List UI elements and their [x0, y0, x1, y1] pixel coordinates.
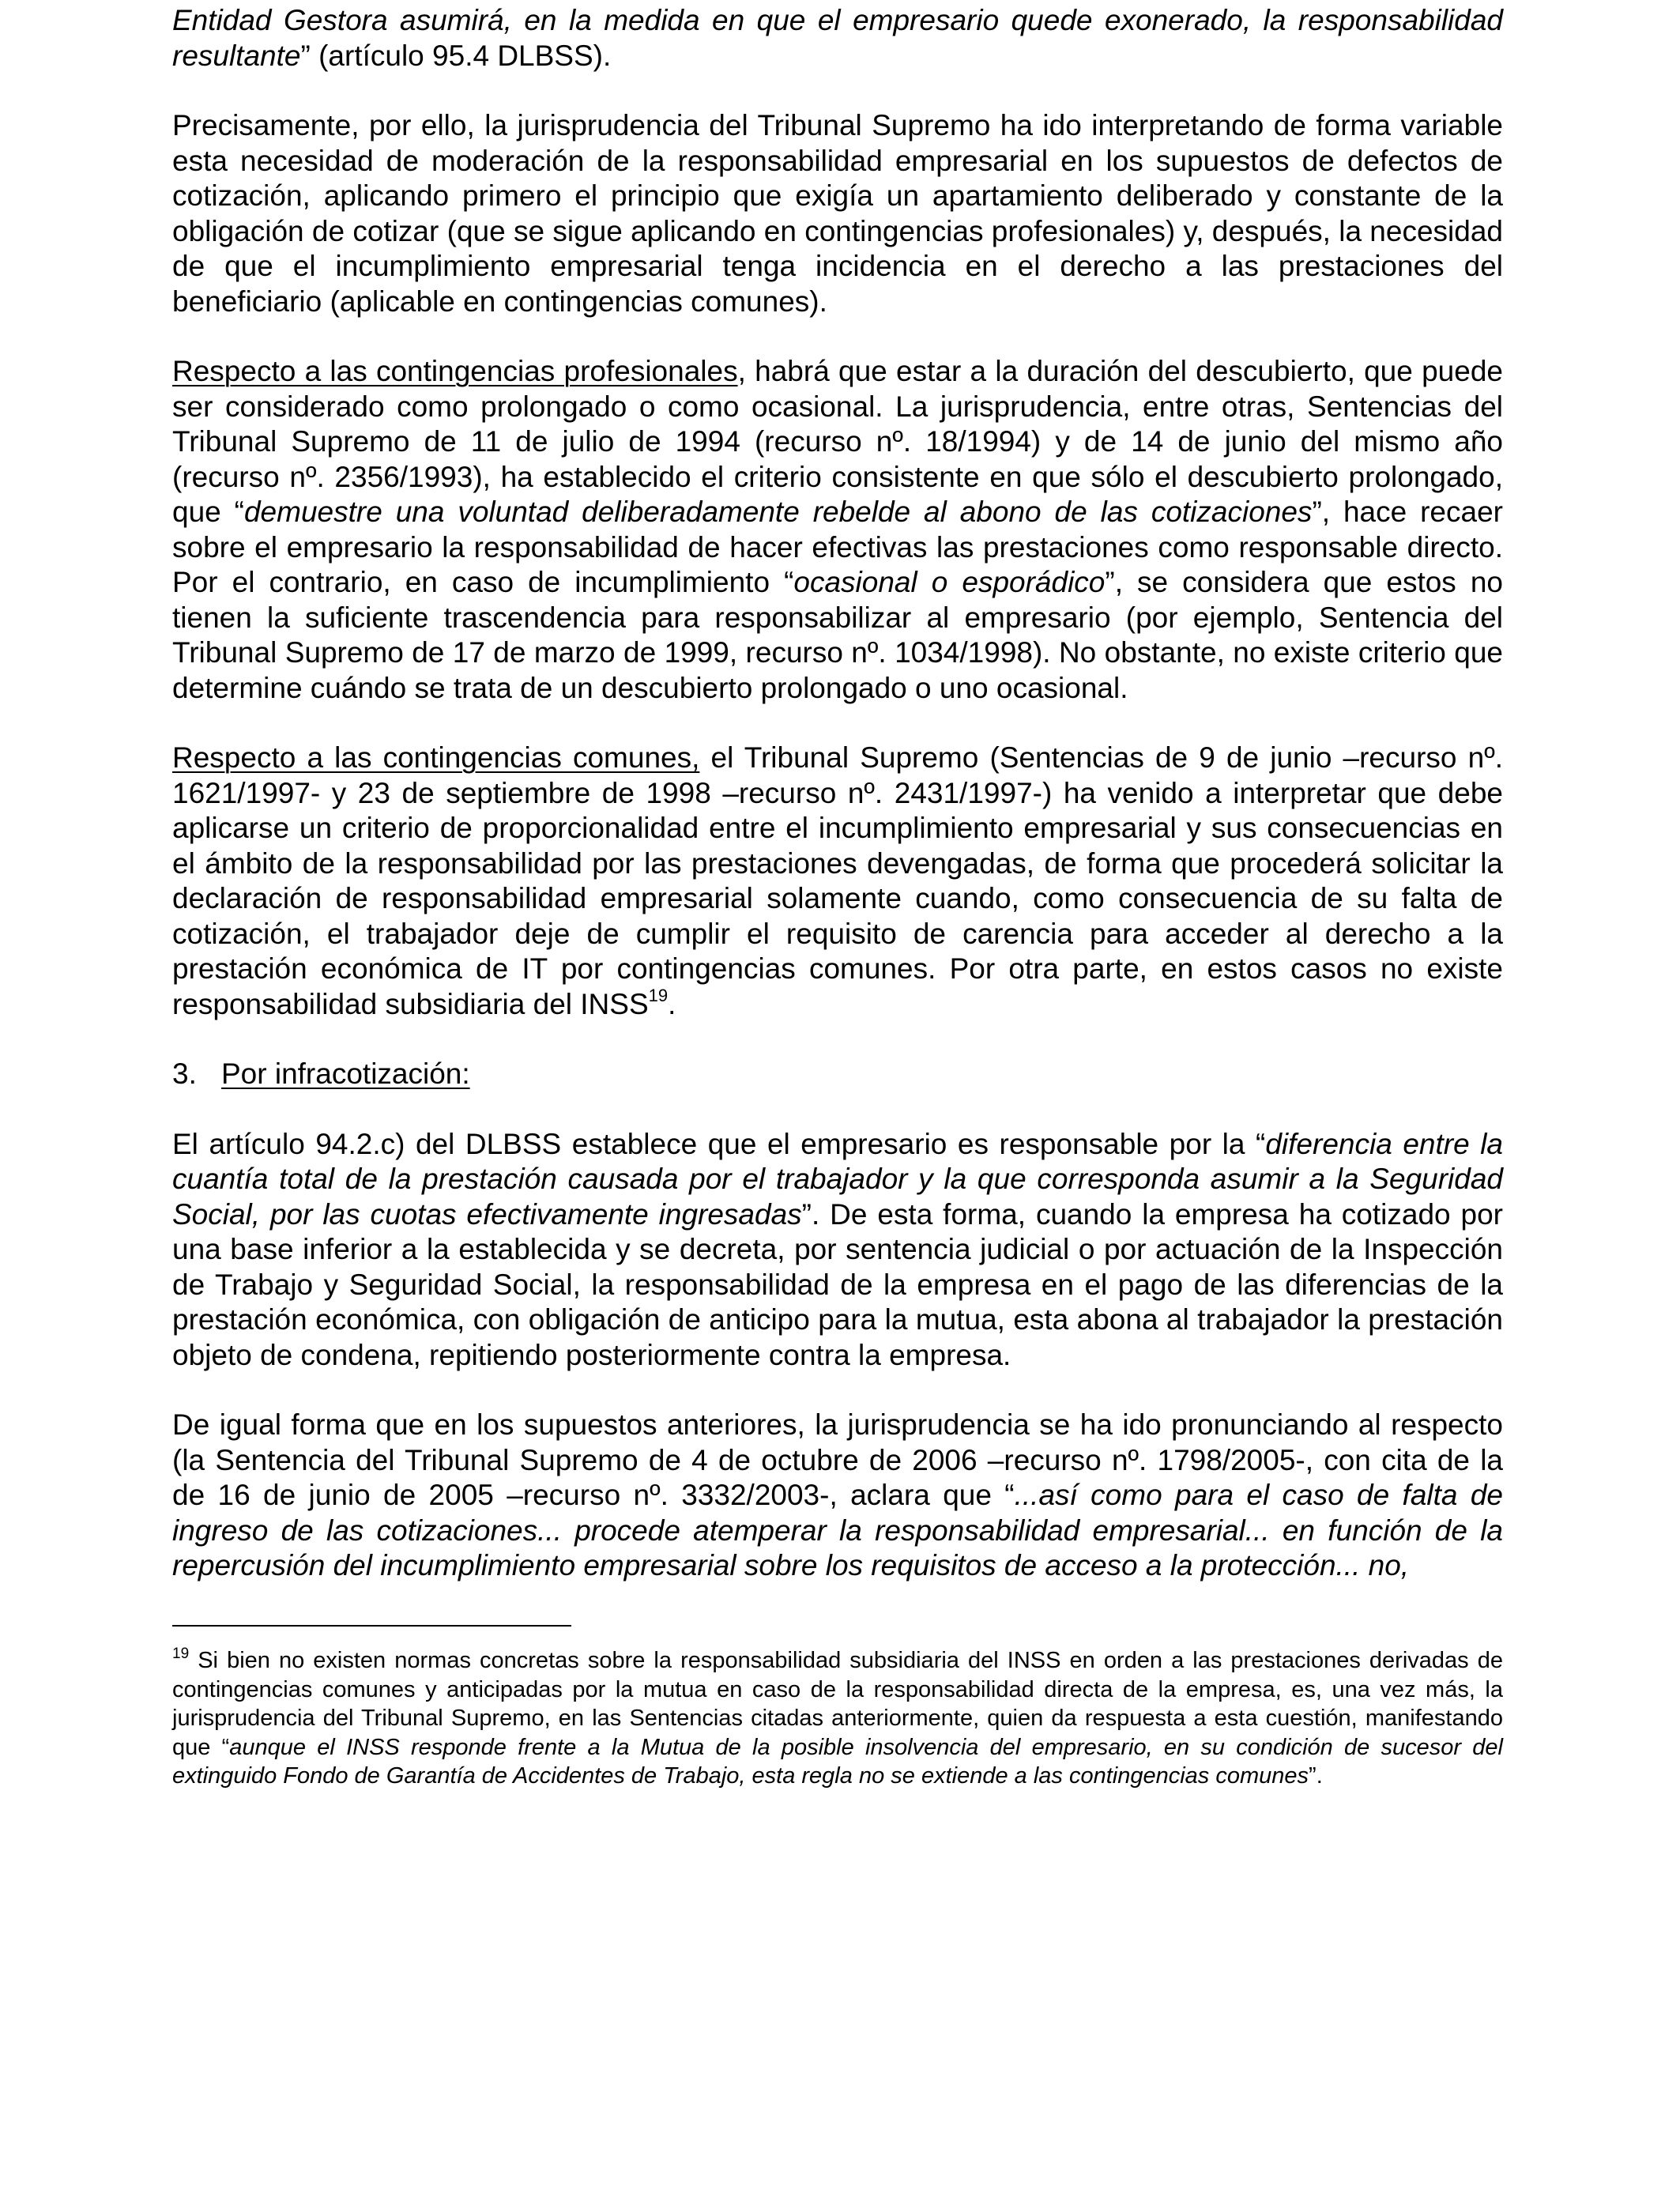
paragraph-1-italic: Entidad Gestora asumirá, en la medida en que el empresario quede exonerado, la responsabilidad resultante [172, 4, 1503, 72]
body-text [172, 3, 1503, 1584]
paragraph-3-quote-b: ocasional o esporádico [793, 566, 1106, 598]
paragraph-6 [172, 1408, 1503, 1584]
paragraph-4 [172, 741, 1503, 1022]
footnote-19 [172, 1646, 1503, 1791]
paragraph-1-rest: ” (artículo 95.4 DLBSS). [300, 39, 612, 72]
paragraph-4-underlined: Respecto a las contingencias comunes, [172, 741, 700, 774]
paragraph-2: Precisamente, por ello, la jurisprudencia del Tribunal Supremo ha ido interpretando de forma variable esta necesidad de moderación de la responsabilidad empresarial en los supuestos de defectos de cotización, aplicando primero el principio que exigía un apartamiento deliberado y constante de la obligación de cotizar (que se sigue aplicando en contingencias profesionales) y, después, la necesidad de que el incumplimiento empresarial tenga incidencia en el derecho a las prestaciones del beneficiario (aplicable en contingencias comunes). [172, 109, 1503, 318]
paragraph-1 [172, 3, 1503, 74]
footnote-text: Si bien no existen normas concretas sobre la responsabilidad subsidiaria del INSS en orden a las prestaciones derivadas de contingencias comunes y anticipadas por la mutua en caso de la responsabilidad directa de la empresa, es, una vez más, la jurisprudencia del Tribunal Supremo, en las Sentencias citadas anteriormente, quien da respuesta a esta cuestión, manifestando que “ [172, 1648, 1503, 1760]
paragraph-3-quote-a: demuestre una voluntad deliberadamente rebelde al abono de las cotizaciones [243, 496, 1313, 528]
footnote-quote: aunque el INSS responde frente a la Mutua de la posible insolvencia del empresario, en su condición de sucesor del extinguido Fondo de Garantía de Accidentes de Trabajo, esta regla no se extiende a las contingencias comunes [172, 1734, 1503, 1789]
paragraph-3-text-b: ”, hace recaer sobre el empresario la responsabilidad de hacer efectivas las prestaciones como responsable directo. Por el contrario, en caso de incumplimiento “ [172, 496, 1503, 598]
paragraph-3 [172, 354, 1503, 706]
section-heading [172, 1057, 1503, 1092]
paragraph-3-underlined: Respecto a las contingencias profesionales [172, 355, 738, 387]
paragraph-5 [172, 1127, 1503, 1374]
paragraph-3-text-c: ”, se considera que estos no tienen la suficiente trascendencia para responsabilizar al empresario (por ejemplo, Sentencia del Tribunal Supremo de 17 de marzo de 1999, recurso nº. 1034/1998). No obstante, no existe criterio que determine cuándo se trata de un descubierto prolongado o uno ocasional. [172, 566, 1503, 704]
footnote-number: 19 [172, 1646, 190, 1663]
paragraph-5-text-a: El artículo 94.2.c) del DLBSS establece que el empresario es responsable por la “ [172, 1127, 1266, 1160]
paragraph-3-text-a: , habrá que estar a la duración del descubierto, que puede ser considerado como prolongado o como ocasional. La jurisprudencia, entre otras, Sentencias del Tribunal Supremo de 11 de julio de 1994 (recurso nº. 18/1994) y de 14 de junio del mismo año (recurso nº. 2356/1993), ha establecido el criterio consistente en que sólo el descubierto prolongado, que “ [172, 355, 1503, 528]
paragraph-5-text-b: ”. De esta forma, cuando la empresa ha cotizado por una base inferior a la establecida y se decreta, por sentencia judicial o por actuación de la Inspección de Trabajo y Seguridad Social, la responsabilidad de la empresa en el pago de las diferencias de la prestación económica, con obligación de anticipo para la mutua, esta abona al trabajador la prestación objeto de condena, repitiendo posteriormente contra la empresa. [172, 1197, 1503, 1371]
paragraph-6-quote: ...así como para el caso de falta de ingreso de las cotizaciones... procede atemperar la responsabilidad empresarial... en función de la repercusión del incumplimiento empresarial sobre los requisitos de acceso a la protección... no, [172, 1479, 1504, 1581]
footnote-separator [172, 1625, 571, 1627]
paragraph-4-text: el Tribunal Supremo (Sentencias de 9 de junio –recurso nº. 1621/1997- y 23 de septiembre de 1998 –recurso nº. 2431/1997-) ha venido a interpretar que debe aplicarse un criterio de proporcionalidad entre el incumplimiento empresarial y sus consecuencias en el ámbito de la responsabilidad por las prestaciones devengadas, de forma que procederá solicitar la declaración de responsabilidad empresarial solamente cuando, como consecuencia de su falta de cotización, el trabajador deje de cumplir el requisito de carencia para acceder al derecho a la prestación económica de IT por contingencias comunes. Por otra parte, en estos casos no existe responsabilidad subsidiaria del INSS [172, 741, 1503, 1020]
paragraph-5-quote: diferencia entre la cuantía total de la prestación causada por el trabajador y la que corresponda asumir a la Seguridad Social, por las cuotas efectivamente ingresadas [172, 1127, 1503, 1231]
paragraph-6-text: De igual forma que en los supuestos anteriores, la jurisprudencia se ha ido pronunciando al respecto (la Sentencia del Tribunal Supremo de 4 de octubre de 2006 –recurso nº. 1798/2005-, con cita de la de 16 de junio de 2005 –recurso nº. 3332/2003-, aclara que “ [172, 1408, 1503, 1511]
section-number: 3. [172, 1057, 197, 1090]
footnote-reference[interactable]: 19 [648, 986, 669, 1006]
section-title: Por infracotización: [221, 1057, 470, 1090]
paragraph-4-end: . [668, 987, 676, 1020]
footnote-end: ”. [1309, 1763, 1323, 1789]
